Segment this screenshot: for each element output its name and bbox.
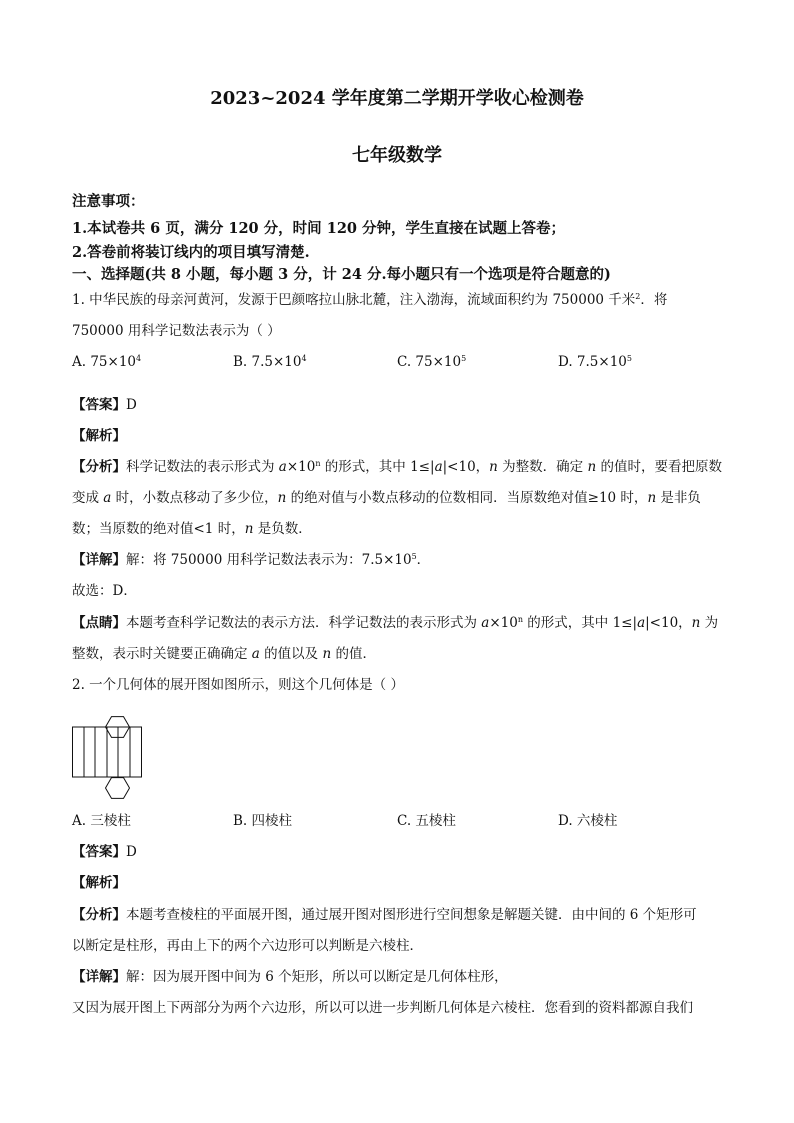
q2-option-a: A. 三棱柱: [72, 813, 131, 829]
q2-fenxi-line2: 以断定是柱形，再由上下的两个六边形可以判断是六棱柱．: [72, 938, 423, 954]
q1-option-a: A. $75\times 10^4$: [72, 354, 142, 370]
q2-fenxi-line1: 【分析】本题考查棱柱的平面展开图，通过展开图对图形进行空间想象是解题关键．由中间的 6 个矩形可: [72, 907, 697, 923]
q1-xiangjie: 【详解】解：将 750000 用科学记数法表示为：$7.5\times 10^5$．: [72, 552, 431, 568]
q1-fenxi-line3: 数；当原数的绝对值<1 时，n 是负数．: [72, 521, 312, 537]
q1-stem-line2: 750000 用科学记数法表示为（ ）: [72, 323, 281, 339]
q2-option-d: D. 六棱柱: [558, 813, 618, 829]
q1-answer: 【答案】D: [72, 397, 137, 413]
q1-fenxi-line2: 变成 a 时，小数点移动了多少位，n 的绝对值与小数点移动的位数相同．当原数绝对值≥10 时，n 是非负: [72, 490, 701, 506]
section-heading: 一、选择题(共 8 小题，每小题 3 分，计 24 分.每小题只有一个选项是符合题意的): [72, 266, 611, 283]
q1-dianjing-line1: 【点睛】本题考查科学记数法的表示方法．科学记数法的表示形式为 $a\times 10^n$ 的形式，其中 1≤|a|<10，n 为: [72, 615, 719, 631]
exam-subtitle: 七年级数学: [352, 145, 442, 166]
hexagonal-prism-net-figure: [70, 708, 144, 816]
q2-answer: 【答案】D: [72, 844, 137, 860]
q2-option-c: C. 五棱柱: [397, 813, 456, 829]
q1-choose: 故选：D．: [72, 583, 137, 599]
q2-analysis-tag: 【解析】: [72, 875, 126, 891]
q2-stem: 2. 一个几何体的展开图如图所示，则这个几何体是（ ）: [72, 677, 404, 693]
q1-option-d: D. $7.5\times 10^5$: [558, 354, 632, 370]
q1-option-c: C. $75\times 10^5$: [397, 354, 467, 370]
q1-stem-line1: 1. 中华民族的母亲河黄河，发源于巴颜喀拉山脉北麓，注入渤海，流域面积约为 750000 千米$^2$．将: [72, 292, 668, 308]
q2-xiangjie-line2: 又因为展开图上下两部分为两个六边形，所以可以进一步判断几何体是六棱柱．您看到的资料都源自我们: [72, 1000, 693, 1016]
notice-item-2: 2.答卷前将装订线内的项目填写清楚.: [72, 244, 310, 261]
q1-fenxi-line1: 【分析】科学记数法的表示形式为 $a\times 10^n$ 的形式，其中 1≤|a|<10，n 为整数．确定 n 的值时，要看把原数: [72, 459, 722, 475]
q1-dianjing-line2: 整数，表示时关键要正确确定 a 的值以及 n 的值．: [72, 646, 376, 662]
exam-title: 2023~2024 学年度第二学期开学收心检测卷: [210, 88, 584, 109]
q1-analysis-tag: 【解析】: [72, 428, 126, 444]
notice-heading: 注意事项：: [72, 193, 145, 210]
q2-option-b: B. 四棱柱: [233, 813, 293, 829]
q2-xiangjie-line1: 【详解】解：因为展开图中间为 6 个矩形，所以可以断定是几何体柱形，: [72, 969, 508, 985]
q1-option-b: B. $7.5\times 10^4$: [233, 354, 307, 370]
bottom-hexagon: [106, 778, 130, 799]
notice-item-1: 1.本试卷共 6 页，满分 120 分，时间 120 分钟，学生直接在试题上答卷；: [72, 220, 566, 237]
